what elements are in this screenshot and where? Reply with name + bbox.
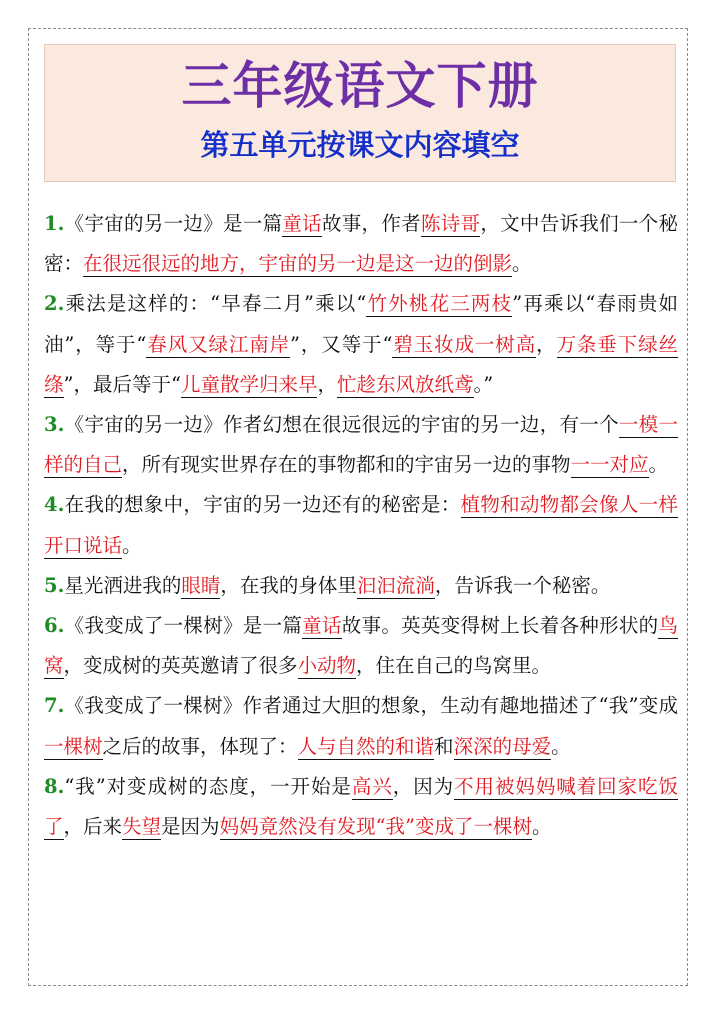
question-text: 。 <box>648 453 669 477</box>
item-number: 8. <box>44 774 65 798</box>
item-number: 3. <box>44 413 65 437</box>
item-number: 2. <box>44 292 65 316</box>
question-text: 。” <box>473 372 494 396</box>
item-number: 4. <box>44 493 65 517</box>
answer-blank: 不用被妈妈喊着回家吃饭了 <box>44 774 678 839</box>
answer-blank: 失望 <box>122 815 162 839</box>
question-text: 。 <box>551 734 571 758</box>
answer-blank: 忙趁东风放纸鸢 <box>337 372 474 396</box>
question-text: 之后的故事，体现了： <box>102 734 298 758</box>
answer-blank: 眼睛 <box>181 573 221 597</box>
question-text: 《我变成了一棵树》作者通过大胆的想象，生动有趣地描述了“我”变成 <box>64 694 678 718</box>
answer-blank: 人与自然的和谐 <box>297 734 435 758</box>
answer-blank: 植物和动物都会像人一样开口说话 <box>44 493 678 557</box>
question-text: ”，又等于“ <box>290 332 393 356</box>
question-text: 《宇宙的另一边》作者幻想在很远很远的宇宙的另一边，有一个 <box>64 413 619 437</box>
answer-blank: 汩汩流淌 <box>356 573 435 597</box>
answer-blank: 碧玉妆成一树高 <box>392 332 537 356</box>
question-text: ，变成树的英英邀请了很多 <box>63 654 298 678</box>
item-number: 5. <box>44 573 65 597</box>
exercise-item <box>44 566 678 606</box>
answer-blank: 一棵树 <box>44 734 103 758</box>
exercise-list <box>44 204 678 847</box>
question-text: ，文中告诉我们一个秘密： <box>44 212 678 276</box>
question-text: 故事，作者 <box>321 212 421 235</box>
answer-blank: 儿童散学归来早 <box>180 372 318 396</box>
question-text: ，所有现实世界存在的事物都和的宇宙另一边的事物 <box>122 453 571 477</box>
question-text: 乘法是这样的：“早春二月”乘以“ <box>64 292 367 316</box>
answer-blank: 一模一样的自己 <box>44 413 678 477</box>
item-number: 6. <box>44 614 65 638</box>
question-text: 故事。英英变得树上长着各种形状的 <box>341 614 659 638</box>
question-text: 。 <box>512 252 532 276</box>
question-text: 在我的想象中，宇宙的另一边还有的秘密是： <box>64 493 461 517</box>
exercise-item <box>44 686 678 766</box>
exercise-item <box>44 405 678 485</box>
answer-blank: 高兴 <box>351 774 393 798</box>
answer-blank: 童话 <box>282 212 322 235</box>
question-text: ，在我的身体里 <box>220 573 357 597</box>
question-text: 。 <box>122 533 142 557</box>
question-text: 《宇宙的另一边》是一篇 <box>64 212 283 235</box>
question-text: ，因为 <box>392 774 455 798</box>
question-text: ， <box>317 372 337 396</box>
answer-blank: 万条垂下绿丝绦 <box>44 332 678 396</box>
exercise-item <box>44 204 678 284</box>
answer-blank: 小动物 <box>297 654 357 678</box>
answer-blank: 陈诗哥 <box>420 212 481 235</box>
answer-blank: 妈妈竟然没有发现“我”变成了一棵树 <box>219 815 533 839</box>
answer-blank: 一一对应 <box>570 453 649 477</box>
item-number: 7. <box>44 694 65 718</box>
item-number: 1. <box>44 212 65 235</box>
question-text: 。 <box>532 815 552 839</box>
answer-blank: 竹外桃花三两枝 <box>366 292 513 316</box>
question-text: ”，最后等于“ <box>63 372 181 396</box>
question-text: 《我变成了一棵树》是一篇 <box>64 614 303 638</box>
question-text: ，住在自己的鸟窝里。 <box>356 654 552 678</box>
question-text: “我”对变成树的态度，一开始是 <box>64 774 352 798</box>
answer-blank: 深深的母爱 <box>453 734 552 758</box>
page-subtitle: 第五单元按课文内容填空 <box>200 128 520 162</box>
question-text: ，告诉我一个秘密。 <box>434 573 611 597</box>
exercise-item <box>44 606 678 686</box>
answer-blank: 在很远很远的地方，宇宙的另一边是这一边的倒影 <box>83 252 513 276</box>
answer-blank: 鸟窝 <box>44 614 678 678</box>
question-text: ， <box>536 332 557 356</box>
answer-blank: 童话 <box>302 614 342 638</box>
question-text: 星光洒进我的 <box>64 573 182 597</box>
question-text: 是因为 <box>161 815 220 839</box>
answer-blank: 春风又绿江南岸 <box>146 332 291 356</box>
exercise-item <box>44 284 678 405</box>
question-text: 和 <box>434 734 454 758</box>
exercise-item <box>44 485 678 565</box>
question-text: ”再乘以“春雨贵如油”，等于“ <box>44 292 678 356</box>
page-title: 三年级语文下册 <box>181 56 539 115</box>
title-banner <box>44 44 676 182</box>
question-text: ，后来 <box>63 815 123 839</box>
exercise-item <box>44 767 678 847</box>
